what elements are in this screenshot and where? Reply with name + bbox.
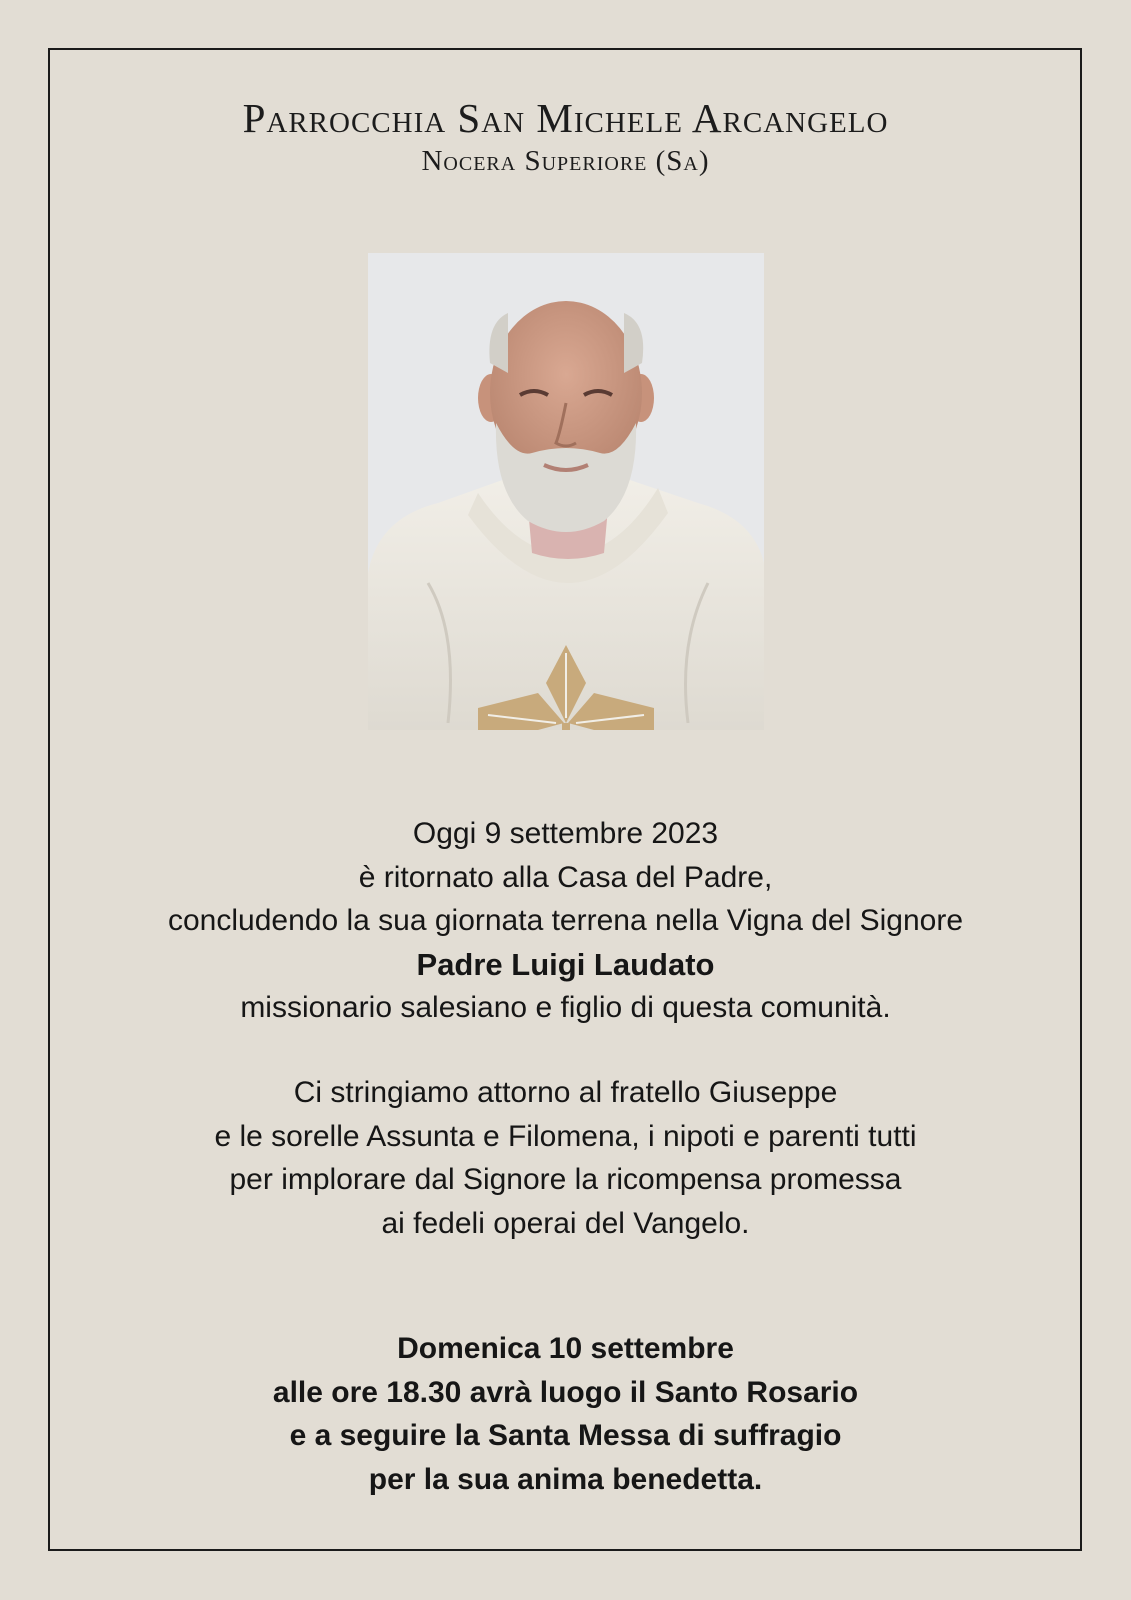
family-condolences	[0, 1071, 1131, 1245]
family-line: Ci stringiamo attorno al fratello Giuseppe	[293, 1076, 838, 1109]
death-announcement	[0, 812, 1131, 1030]
announcement-line: Oggi 9 settembre 2023	[412, 817, 719, 850]
mass-line: per la sua anima benedetta.	[368, 1462, 763, 1496]
family-line: e le sorelle Assunta e Filomena, i nipoti e parenti tutti	[214, 1119, 917, 1153]
parish-name: Parrocchia San Michele Arcangelo	[242, 95, 889, 141]
deceased-role: missionario salesiano e figlio di questa comunità.	[240, 991, 891, 1024]
mass-announcement	[0, 1327, 1131, 1501]
announcement-line: concludendo la sua giornata terrena nella Vigna del Signore	[167, 904, 963, 937]
family-line: ai fedeli operai del Vangelo.	[381, 1206, 750, 1240]
mass-line: Domenica 10 settembre	[397, 1332, 734, 1365]
mass-line: e a seguire la Santa Messa di suffragio	[289, 1419, 842, 1452]
parish-location: Nocera Superiore (Sa)	[421, 145, 710, 177]
priest-portrait-icon	[368, 253, 764, 730]
mass-line: alle ore 18.30 avrà luogo il Santo Rosario	[272, 1375, 859, 1409]
family-line: per implorare dal Signore la ricompensa promessa	[229, 1163, 902, 1196]
priest-photo	[368, 253, 764, 730]
announcement-line: è ritornato alla Casa del Padre,	[358, 860, 773, 894]
deceased-name: Padre Luigi Laudato	[416, 946, 715, 982]
